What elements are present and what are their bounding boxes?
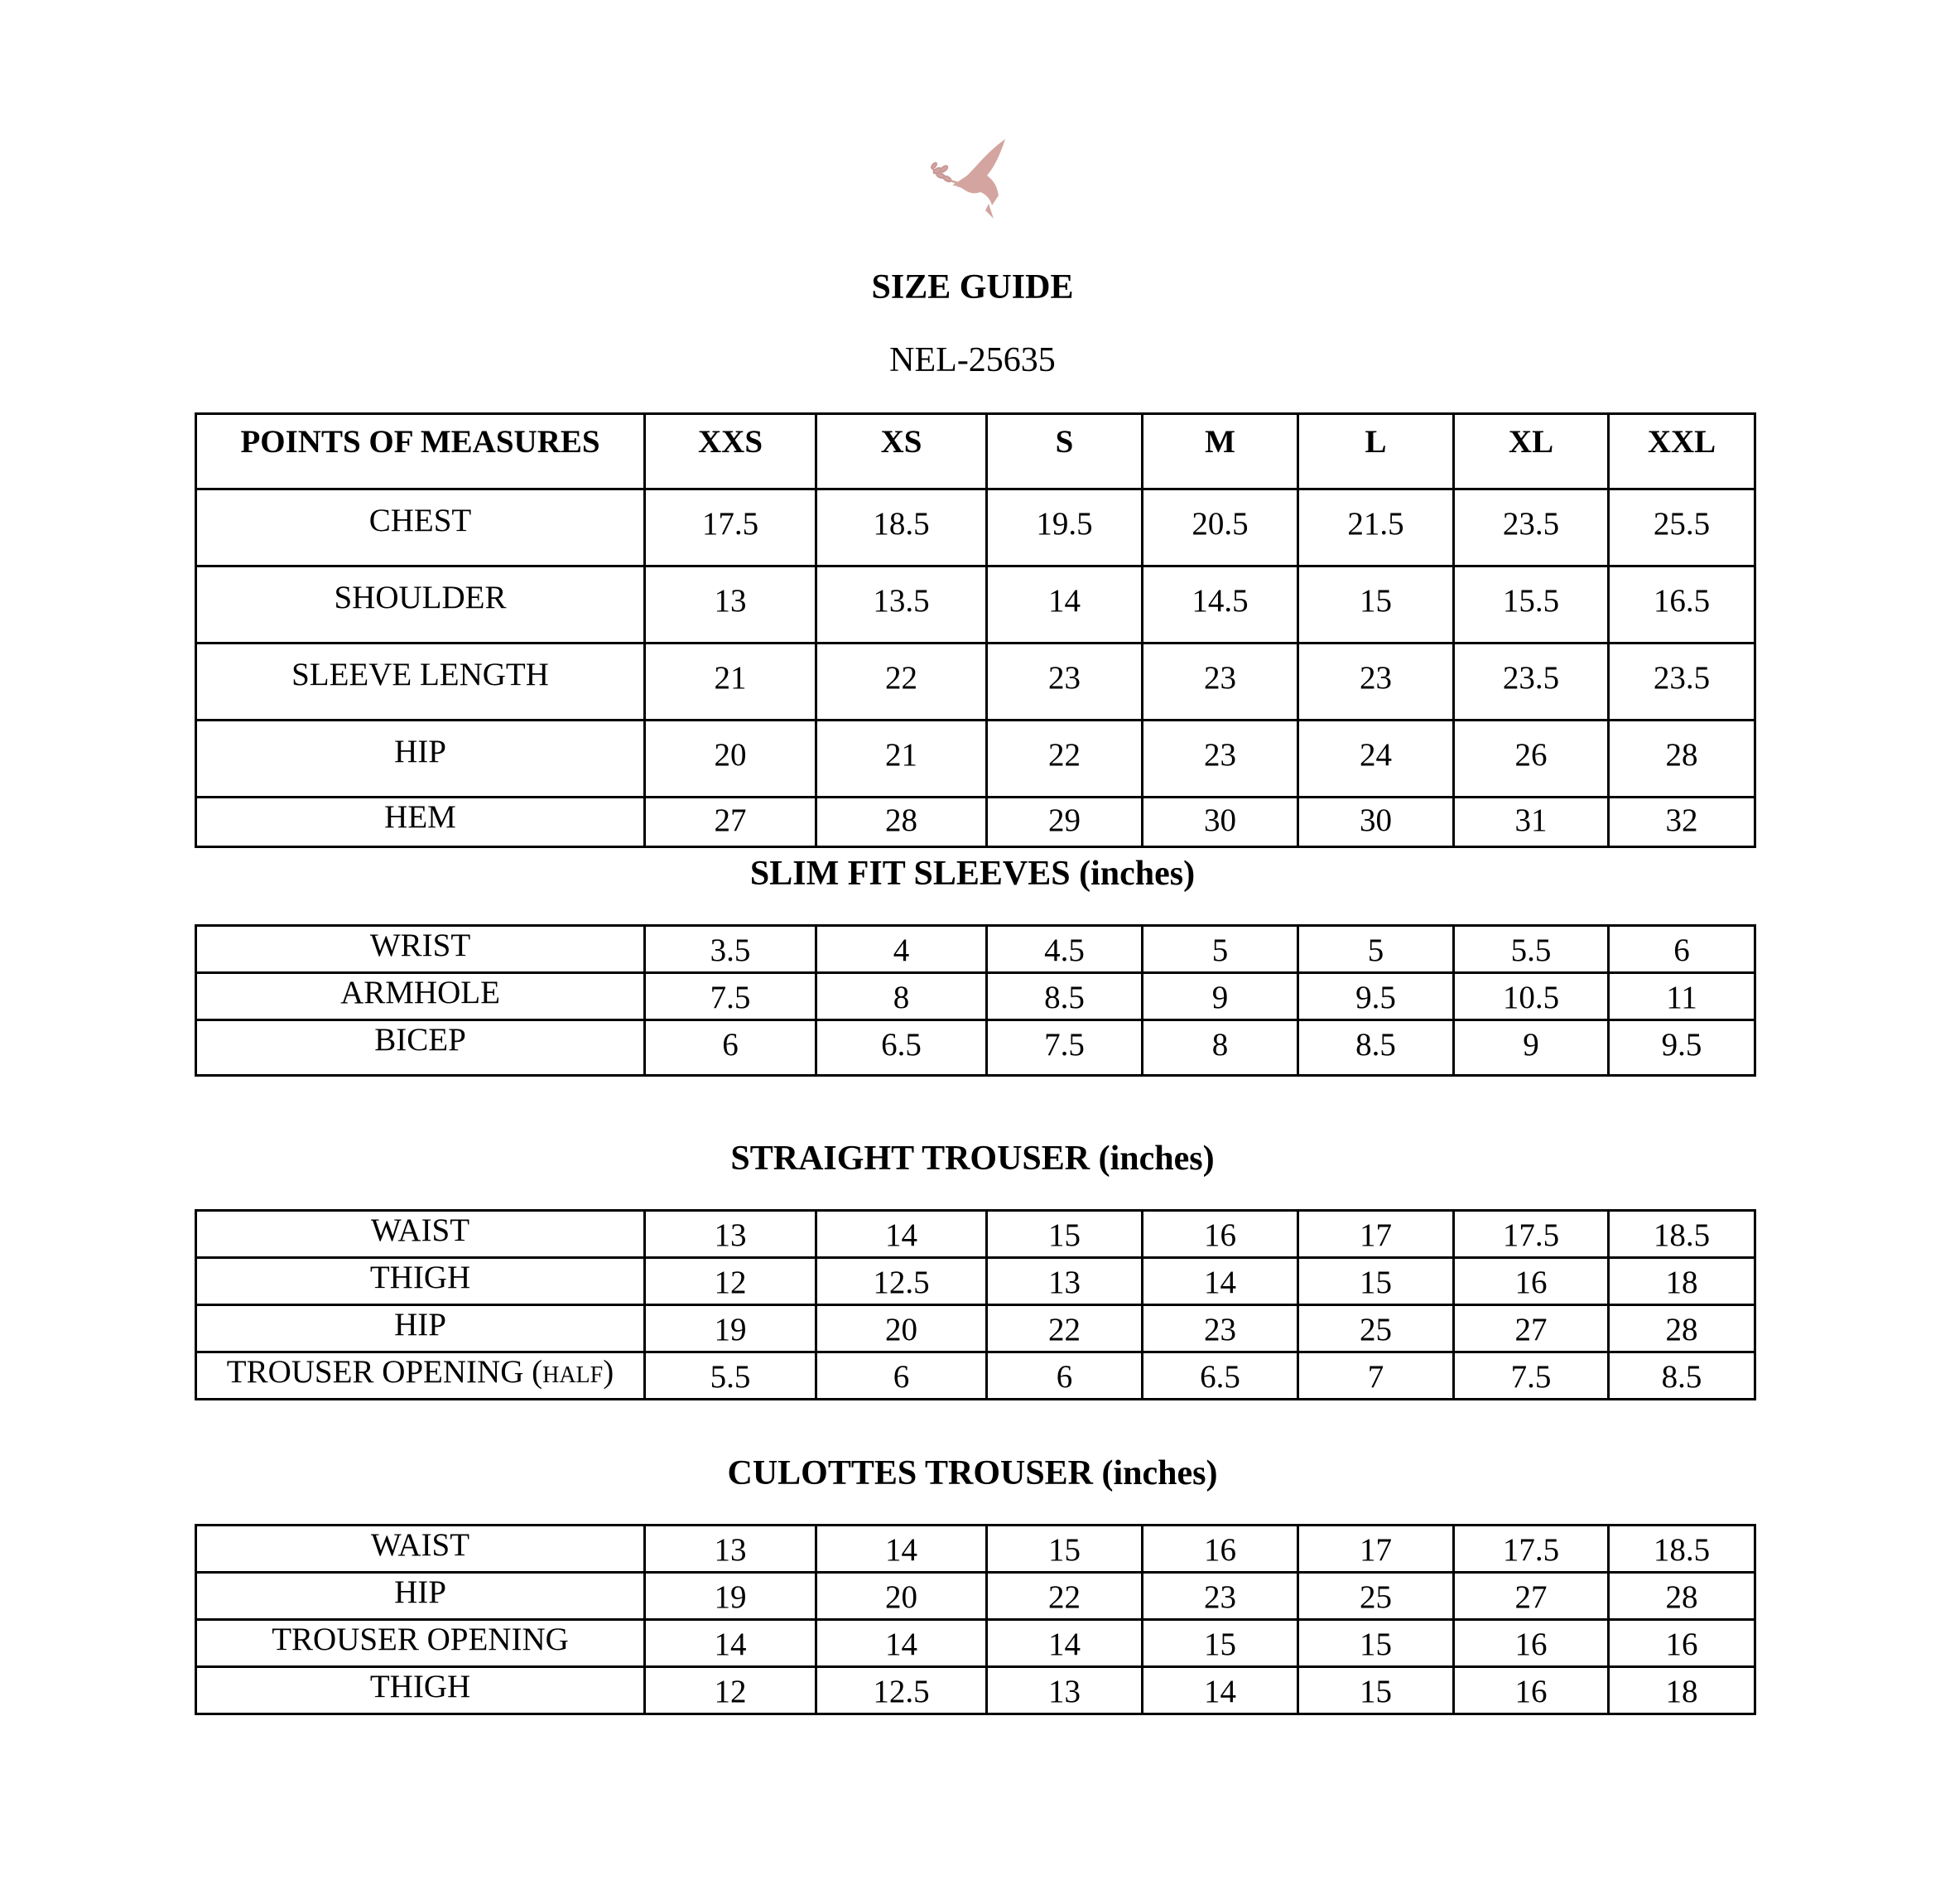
table-cell: 27 [645,798,816,847]
table-cell: 15 [1298,566,1454,644]
table-cell: 8 [816,973,987,1020]
row-label-note: HALF [542,1362,604,1388]
table-cell: 23 [987,644,1143,721]
table-cell: 13 [987,1667,1143,1714]
row-label: HIP [196,721,645,798]
table-cell: 30 [1143,798,1298,847]
table-cell: 13 [645,1526,816,1573]
sleeves-table [195,924,1756,1077]
table-row [196,926,1755,973]
table-cell: 30 [1298,798,1454,847]
table-cell: 6 [645,1020,816,1076]
table-cell: 18 [1609,1667,1755,1714]
table-cell: 12.5 [816,1667,987,1714]
table-cell: 7.5 [987,1020,1143,1076]
table-header-row [196,414,1755,489]
table-cell: 21 [816,721,987,798]
row-label: WAIST [196,1526,645,1573]
table-cell: 25.5 [1609,489,1755,566]
table-cell: 17.5 [1454,1211,1609,1258]
table-cell: 9 [1454,1020,1609,1076]
table-cell: 14 [1143,1667,1298,1714]
table-cell: 4.5 [987,926,1143,973]
table-cell: 7.5 [645,973,816,1020]
table-cell: 23 [1143,1305,1298,1352]
straight-trouser-table [195,1209,1756,1400]
table-row [196,721,1755,798]
table-cell: 5.5 [645,1352,816,1400]
table-cell: 23 [1143,721,1298,798]
row-label: SHOULDER [196,566,645,644]
table-row [196,1526,1755,1573]
table-cell: 16.5 [1609,566,1755,644]
table-cell: 13 [645,1211,816,1258]
table-row [196,1620,1755,1667]
table-cell: 20 [816,1305,987,1352]
table-cell: 27 [1454,1573,1609,1620]
table-cell: 7 [1298,1352,1454,1400]
table-cell: 18.5 [1609,1211,1755,1258]
row-label: HEM [196,798,645,847]
row-label: THIGH [196,1667,645,1714]
table-cell: 15 [1298,1620,1454,1667]
table-cell: 23 [1143,1573,1298,1620]
table-cell: 16 [1609,1620,1755,1667]
table-row [196,1020,1755,1076]
table-cell: 24 [1298,721,1454,798]
table-cell: 16 [1454,1258,1609,1305]
table-row [196,566,1755,644]
table-cell: 31 [1454,798,1609,847]
table-cell: 29 [987,798,1143,847]
header-cell: XXL [1609,414,1755,489]
table-cell: 28 [1609,721,1755,798]
table-cell: 9 [1143,973,1298,1020]
table-cell: 15 [987,1211,1143,1258]
table-cell: 17.5 [645,489,816,566]
table-cell: 28 [1609,1305,1755,1352]
table-cell: 14 [816,1620,987,1667]
table-cell: 8 [1143,1020,1298,1076]
table-cell: 16 [1454,1620,1609,1667]
table-cell: 17 [1298,1211,1454,1258]
table-cell: 15 [987,1526,1143,1573]
table-cell: 8.5 [987,973,1143,1020]
row-label: TROUSER OPENING [196,1620,645,1667]
table-cell: 21 [645,644,816,721]
table-cell: 17 [1298,1526,1454,1573]
row-label: HIP [196,1305,645,1352]
table-cell: 12 [645,1667,816,1714]
table-cell: 28 [816,798,987,847]
table-cell: 17.5 [1454,1526,1609,1573]
table-cell: 23.5 [1454,489,1609,566]
table-cell: 3.5 [645,926,816,973]
table-cell: 12.5 [816,1258,987,1305]
table-cell: 23.5 [1609,644,1755,721]
row-label-text: TROUSER OPENING ( [226,1354,543,1390]
style-code: NEL-25635 [889,341,1056,379]
row-label: WRIST [196,926,645,973]
page-title: SIZE GUIDE [871,268,1074,306]
table-cell: 8.5 [1609,1352,1755,1400]
header-cell: XL [1454,414,1609,489]
table-row [196,973,1755,1020]
table-cell: 13 [987,1258,1143,1305]
table-cell: 22 [987,1573,1143,1620]
table-row [196,489,1755,566]
table-row [196,1352,1755,1400]
header-cell: XXS [645,414,816,489]
table-cell: 25 [1298,1573,1454,1620]
row-label [196,1352,645,1400]
table-cell: 20.5 [1143,489,1298,566]
table-cell: 14 [987,566,1143,644]
table-cell: 25 [1298,1305,1454,1352]
table-cell: 14 [645,1620,816,1667]
section-title-straight-trouser: STRAIGHT TROUSER (inches) [730,1140,1215,1178]
row-label: BICEP [196,1020,645,1076]
table-cell: 6 [987,1352,1143,1400]
header-cell: M [1143,414,1298,489]
table-cell: 28 [1609,1573,1755,1620]
table-cell: 7.5 [1454,1352,1609,1400]
table-cell: 10.5 [1454,973,1609,1020]
row-label-end: ) [603,1354,614,1390]
table-cell: 14 [816,1526,987,1573]
table-cell: 18 [1609,1258,1755,1305]
table-row [196,1258,1755,1305]
table-cell: 5 [1298,926,1454,973]
table-cell: 13.5 [816,566,987,644]
table-cell: 22 [987,1305,1143,1352]
table-cell: 16 [1143,1211,1298,1258]
header-cell: XS [816,414,987,489]
table-cell: 15 [1298,1667,1454,1714]
table-cell: 6 [816,1352,987,1400]
table-cell: 23.5 [1454,644,1609,721]
table-cell: 18.5 [816,489,987,566]
table-cell: 14.5 [1143,566,1298,644]
table-cell: 18.5 [1609,1526,1755,1573]
row-label: HIP [196,1573,645,1620]
table-cell: 14 [987,1620,1143,1667]
row-label: ARMHOLE [196,973,645,1020]
table-cell: 22 [987,721,1143,798]
table-cell: 19 [645,1573,816,1620]
table-cell: 6.5 [1143,1352,1298,1400]
table-cell: 14 [816,1211,987,1258]
table-cell: 20 [816,1573,987,1620]
row-label: SLEEVE LENGTH [196,644,645,721]
table-cell: 16 [1143,1526,1298,1573]
table-cell: 8.5 [1298,1020,1454,1076]
table-cell: 20 [645,721,816,798]
table-cell: 15 [1298,1258,1454,1305]
table-cell: 12 [645,1258,816,1305]
table-cell: 23 [1298,644,1454,721]
table-cell: 27 [1454,1305,1609,1352]
table-row [196,1667,1755,1714]
table-row [196,1211,1755,1258]
table-cell: 19 [645,1305,816,1352]
table-cell: 23 [1143,644,1298,721]
table-cell: 26 [1454,721,1609,798]
table-cell: 16 [1454,1667,1609,1714]
table-cell: 19.5 [987,489,1143,566]
table-cell: 32 [1609,798,1755,847]
table-cell: 11 [1609,973,1755,1020]
row-label: WAIST [196,1211,645,1258]
table-cell: 15 [1143,1620,1298,1667]
table-cell: 14 [1143,1258,1298,1305]
table-cell: 9.5 [1298,973,1454,1020]
table-row [196,798,1755,847]
row-label: THIGH [196,1258,645,1305]
table-cell: 6 [1609,926,1755,973]
section-title-culottes-trouser: CULOTTES TROUSER (inches) [727,1454,1218,1492]
culottes-trouser-table [195,1524,1756,1715]
table-cell: 22 [816,644,987,721]
dove-with-branch-icon [927,133,1025,230]
header-cell: POINTS OF MEASURES [196,414,645,489]
table-cell: 9.5 [1609,1020,1755,1076]
table-cell: 5 [1143,926,1298,973]
table-row [196,1305,1755,1352]
table-cell: 6.5 [816,1020,987,1076]
row-label: CHEST [196,489,645,566]
table-cell: 13 [645,566,816,644]
header-cell: S [987,414,1143,489]
table-row [196,1573,1755,1620]
table-cell: 21.5 [1298,489,1454,566]
header-cell: L [1298,414,1454,489]
table-cell: 4 [816,926,987,973]
table-cell: 5.5 [1454,926,1609,973]
table-row [196,644,1755,721]
main-size-table [195,412,1756,848]
table-cell: 15.5 [1454,566,1609,644]
section-title-sleeves: SLIM FIT SLEEVES (inches) [749,855,1196,893]
